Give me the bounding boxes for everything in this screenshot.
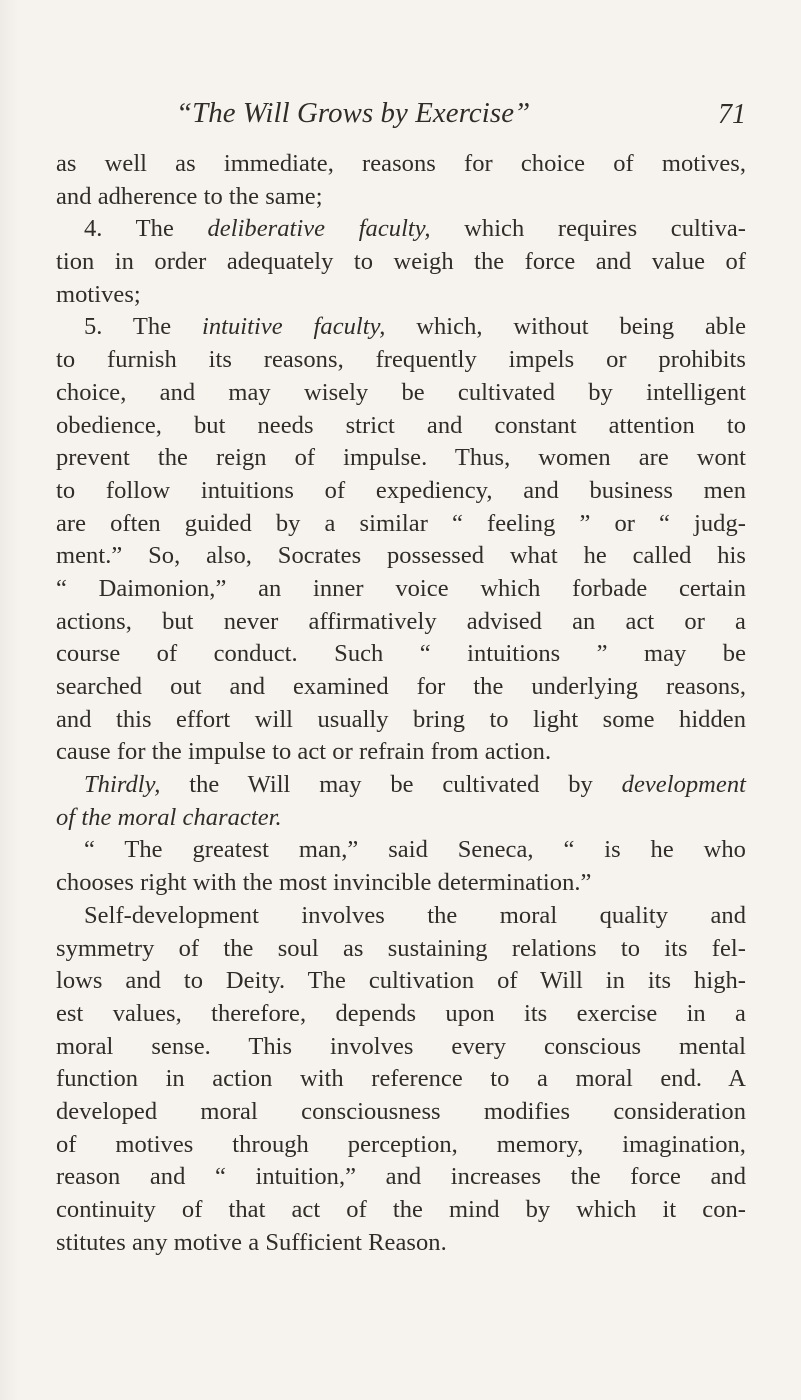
running-title: “The Will Grows by Exercise” xyxy=(176,97,531,129)
text-line: stitutes any motive a Sufficient Reason. xyxy=(56,1228,447,1256)
text-line: reason and “ intuition,” and increases the force and xyxy=(56,1163,746,1191)
text-line: are often guided by a similar “ feeling ” or “ judg- xyxy=(56,509,746,537)
text-line: tion in order adequately to weigh the force and value of xyxy=(56,248,746,276)
text-line: ment.” So, also, Socrates possessed what he called his xyxy=(56,542,746,570)
page-header xyxy=(56,96,746,130)
text-line: cause for the impulse to act or refrain from action. xyxy=(56,738,552,766)
text-line: to furnish its reasons, frequently impels or prohibits xyxy=(56,346,746,374)
text-line: 5. The intuitive faculty, which, without being able xyxy=(84,313,746,341)
text-line: of the moral character. xyxy=(56,803,282,831)
text-line: moral sense. This involves every conscious mental xyxy=(56,1032,746,1060)
text-line: chooses right with the most invincible determination.” xyxy=(56,869,592,897)
text-line: obedience, but needs strict and constant attention to xyxy=(56,411,746,439)
text-line: Self-development involves the moral quality and xyxy=(84,901,746,929)
text-line: continuity of that act of the mind by which it con- xyxy=(56,1196,746,1223)
text-line: to follow intuitions of expediency, and business men xyxy=(56,476,746,504)
text-line: est values, therefore, depends upon its exercise in a xyxy=(56,999,746,1027)
text-line: course of conduct. Such “ intuitions ” may be xyxy=(56,640,746,668)
text-line: and adherence to the same; xyxy=(56,182,323,210)
text-line: developed moral consciousness modifies consideration xyxy=(56,1097,746,1125)
text-line: searched out and examined for the underlying reasons, xyxy=(56,673,746,700)
text-line: 4. The deliberative faculty, which requires cultiva- xyxy=(84,215,747,243)
text-line: function in action with reference to a moral end. A xyxy=(56,1065,746,1093)
text-line: motives; xyxy=(56,280,141,308)
text-line: “ Daimonion,” an inner voice which forbade certain xyxy=(56,574,746,602)
text-line: prevent the reign of impulse. Thus, women are wont xyxy=(56,444,746,472)
text-line: of motives through perception, memory, imagination, xyxy=(56,1130,746,1158)
text-line: as well as immediate, reasons for choice of motives, xyxy=(56,150,746,177)
text-line: actions, but never affirmatively advised an act or a xyxy=(56,607,746,635)
text-line: symmetry of the soul as sustaining relations to its fel- xyxy=(56,934,746,962)
text-line: choice, and may wisely be cultivated by intelligent xyxy=(56,378,746,406)
text-line: “ The greatest man,” said Seneca, “ is he who xyxy=(84,836,746,864)
text-line: and this effort will usually bring to light some hidden xyxy=(56,705,746,733)
text-line: lows and to Deity. The cultivation of Will in its high- xyxy=(56,967,746,995)
body-text xyxy=(56,148,746,1259)
text-line: Thirdly, the Will may be cultivated by development xyxy=(84,771,746,799)
page-number: 71 xyxy=(718,99,746,130)
